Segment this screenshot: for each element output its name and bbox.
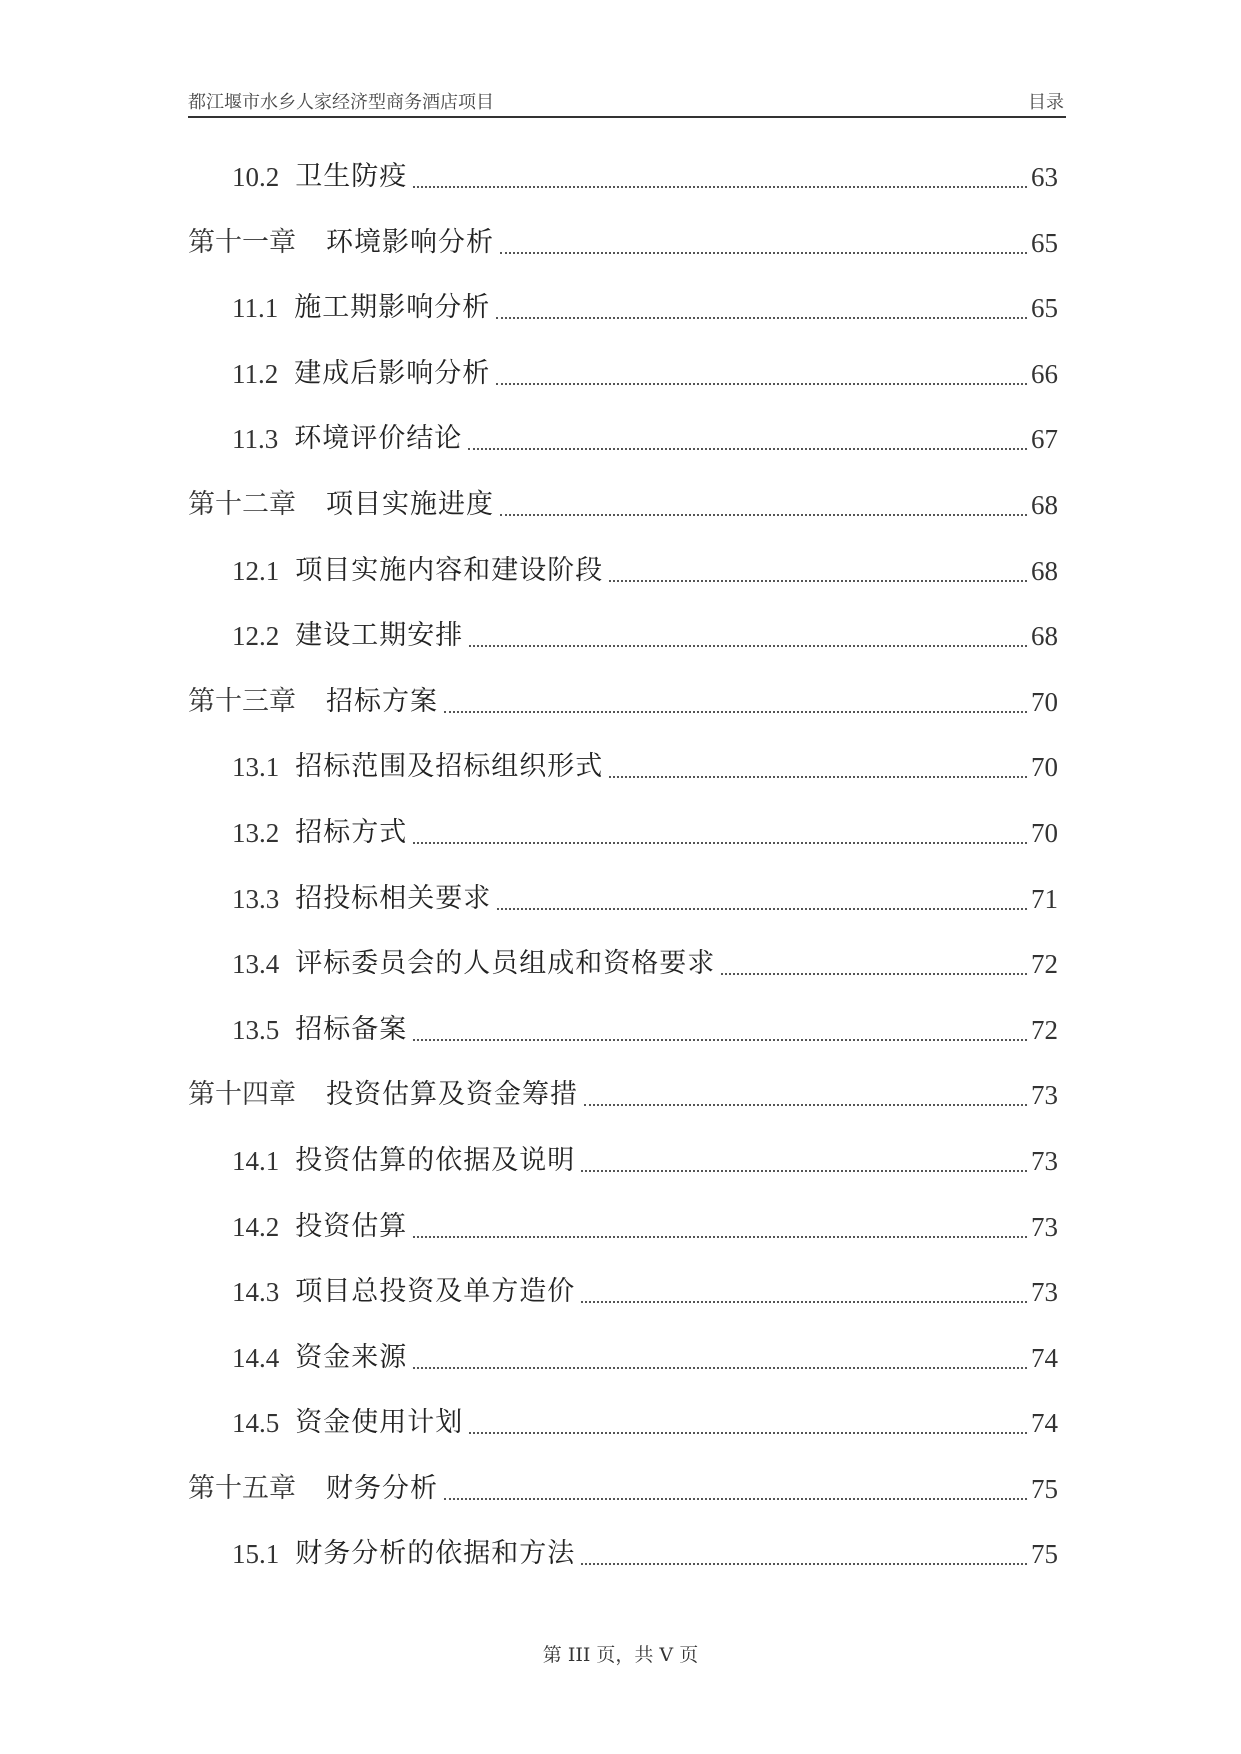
toc-page-number: 73 bbox=[1031, 1080, 1058, 1111]
toc-entry-number: 15.1 bbox=[232, 1539, 280, 1570]
toc-page-number: 75 bbox=[1031, 1539, 1058, 1570]
toc-entry-number: 13.2 bbox=[232, 817, 280, 848]
toc-section-entry[interactable] bbox=[188, 750, 1058, 816]
toc-page-number: 72 bbox=[1031, 1014, 1058, 1045]
document-title: 都江堰市水乡人家经济型商务酒店项目 bbox=[188, 92, 494, 113]
toc-chapter-entry[interactable] bbox=[188, 226, 1058, 292]
toc-chapter-entry[interactable] bbox=[188, 1472, 1058, 1538]
toc-page-number: 65 bbox=[1031, 293, 1058, 324]
toc-entry-number: 第十三章 bbox=[188, 685, 296, 717]
toc-section-entry[interactable] bbox=[188, 619, 1058, 685]
toc-entry-title: 施工期影响分析 bbox=[294, 292, 491, 324]
toc-dot-leader bbox=[496, 291, 1027, 319]
toc-dot-leader bbox=[413, 1013, 1027, 1041]
toc-chapter-entry[interactable] bbox=[188, 1078, 1058, 1144]
table-of-contents bbox=[188, 160, 1058, 1603]
toc-entry-number: 11.2 bbox=[232, 358, 279, 389]
toc-entry-number: 14.5 bbox=[232, 1408, 280, 1439]
toc-entry-title: 招标范围及招标组织形式 bbox=[295, 751, 604, 783]
toc-entry-number: 13.4 bbox=[232, 949, 280, 980]
toc-section-entry[interactable] bbox=[188, 1013, 1058, 1079]
toc-section-entry[interactable] bbox=[188, 947, 1058, 1013]
toc-entry-number: 11.1 bbox=[232, 293, 279, 324]
toc-dot-leader bbox=[609, 554, 1027, 582]
toc-section-entry[interactable] bbox=[188, 1341, 1058, 1407]
toc-entry-number: 第十一章 bbox=[188, 226, 296, 258]
toc-entry-number: 13.5 bbox=[232, 1014, 280, 1045]
toc-entry-title: 建设工期安排 bbox=[295, 620, 464, 652]
toc-dot-leader bbox=[413, 816, 1027, 844]
toc-entry-number: 14.4 bbox=[232, 1342, 280, 1373]
toc-entry-number: 13.3 bbox=[232, 883, 280, 914]
toc-entry-number: 12.2 bbox=[232, 621, 280, 652]
toc-dot-leader bbox=[581, 1144, 1027, 1172]
toc-entry-title: 建成后影响分析 bbox=[294, 357, 491, 389]
toc-dot-leader bbox=[469, 619, 1027, 647]
toc-page-number: 63 bbox=[1031, 162, 1058, 192]
toc-section-entry[interactable] bbox=[188, 422, 1058, 488]
toc-entry-title: 招标备案 bbox=[295, 1013, 408, 1045]
toc-chapter-entry[interactable] bbox=[188, 685, 1058, 751]
toc-page-number: 73 bbox=[1031, 1277, 1058, 1308]
toc-dot-leader bbox=[500, 226, 1027, 254]
toc-page-number: 72 bbox=[1031, 949, 1058, 980]
toc-dot-leader bbox=[609, 750, 1027, 778]
toc-dot-leader bbox=[581, 1537, 1027, 1565]
toc-entry-title: 招标方式 bbox=[295, 816, 408, 848]
toc-entry-number: 14.1 bbox=[232, 1145, 280, 1176]
toc-page-number: 67 bbox=[1031, 424, 1058, 455]
toc-page-number: 70 bbox=[1031, 752, 1058, 783]
toc-entry-title: 项目总投资及单方造价 bbox=[295, 1276, 576, 1308]
toc-page-number: 74 bbox=[1031, 1408, 1058, 1439]
toc-entry-number: 13.1 bbox=[232, 752, 280, 783]
toc-section-entry[interactable] bbox=[188, 357, 1058, 423]
toc-entry-number: 第十二章 bbox=[188, 488, 296, 520]
toc-entry-number: 11.3 bbox=[232, 424, 279, 455]
toc-dot-leader bbox=[468, 422, 1027, 450]
toc-dot-leader bbox=[721, 947, 1027, 975]
toc-section-entry[interactable] bbox=[188, 1406, 1058, 1472]
toc-entry-number: 14.3 bbox=[232, 1277, 280, 1308]
toc-section-entry[interactable] bbox=[188, 1275, 1058, 1341]
toc-entry-title: 项目实施内容和建设阶段 bbox=[295, 554, 604, 586]
toc-page-number: 70 bbox=[1031, 817, 1058, 848]
toc-page-number: 68 bbox=[1031, 621, 1058, 652]
toc-entry-title: 环境影响分析 bbox=[326, 226, 494, 258]
toc-page-number: 73 bbox=[1031, 1211, 1058, 1242]
section-label: 目录 bbox=[1028, 92, 1064, 113]
toc-page-number: 73 bbox=[1031, 1145, 1058, 1176]
toc-entry-title: 招标方案 bbox=[326, 685, 438, 717]
toc-dot-leader bbox=[413, 160, 1027, 188]
toc-section-entry[interactable] bbox=[188, 1537, 1058, 1603]
toc-entry-title: 卫生防疫 bbox=[295, 161, 408, 192]
toc-entry-title: 项目实施进度 bbox=[326, 488, 494, 520]
toc-section-entry[interactable] bbox=[188, 816, 1058, 882]
toc-entry-title: 环境评价结论 bbox=[294, 423, 463, 455]
toc-entry-title: 资金使用计划 bbox=[295, 1407, 464, 1439]
toc-dot-leader bbox=[500, 488, 1027, 516]
toc-entry-title: 资金来源 bbox=[295, 1341, 408, 1373]
toc-page-number: 74 bbox=[1031, 1342, 1058, 1373]
toc-entry-number: 14.2 bbox=[232, 1211, 280, 1242]
toc-page-number: 70 bbox=[1031, 686, 1058, 717]
toc-entry-title: 投资估算的依据及说明 bbox=[295, 1144, 576, 1176]
toc-dot-leader bbox=[496, 357, 1027, 385]
toc-dot-leader bbox=[581, 1275, 1027, 1303]
toc-entry-number: 第十五章 bbox=[188, 1472, 296, 1504]
toc-entry-number: 第十四章 bbox=[188, 1079, 296, 1111]
toc-entry-title: 投资估算 bbox=[295, 1210, 408, 1242]
page-footer: 第 III 页，共 V 页 bbox=[542, 1644, 699, 1666]
toc-section-entry[interactable] bbox=[188, 882, 1058, 948]
toc-page-number: 68 bbox=[1031, 555, 1058, 586]
toc-page-number: 66 bbox=[1031, 358, 1058, 389]
toc-page-number: 68 bbox=[1031, 489, 1058, 520]
toc-dot-leader bbox=[444, 685, 1027, 713]
toc-dot-leader bbox=[413, 1341, 1027, 1369]
toc-chapter-entry[interactable] bbox=[188, 488, 1058, 554]
toc-dot-leader bbox=[413, 1210, 1027, 1238]
toc-page-number: 71 bbox=[1031, 883, 1058, 914]
toc-entry-number: 10.2 bbox=[232, 162, 280, 192]
toc-dot-leader bbox=[497, 882, 1027, 910]
toc-entry-title: 评标委员会的人员组成和资格要求 bbox=[295, 948, 716, 980]
toc-dot-leader bbox=[469, 1406, 1027, 1434]
toc-entry-title: 财务分析 bbox=[326, 1472, 438, 1504]
toc-section-entry[interactable] bbox=[188, 1144, 1058, 1210]
toc-dot-leader bbox=[584, 1078, 1027, 1106]
toc-entry-title: 招投标相关要求 bbox=[295, 882, 492, 914]
toc-section-entry[interactable] bbox=[188, 291, 1058, 357]
toc-entry-number: 12.1 bbox=[232, 555, 280, 586]
toc-page-number: 65 bbox=[1031, 227, 1058, 258]
page-header bbox=[188, 86, 1066, 118]
toc-page-number: 75 bbox=[1031, 1473, 1058, 1504]
toc-section-entry[interactable] bbox=[188, 160, 1058, 226]
toc-section-entry[interactable] bbox=[188, 554, 1058, 620]
toc-dot-leader bbox=[444, 1472, 1027, 1500]
toc-entry-title: 财务分析的依据和方法 bbox=[295, 1538, 576, 1570]
toc-entry-title: 投资估算及资金筹措 bbox=[326, 1079, 578, 1111]
toc-section-entry[interactable] bbox=[188, 1210, 1058, 1276]
